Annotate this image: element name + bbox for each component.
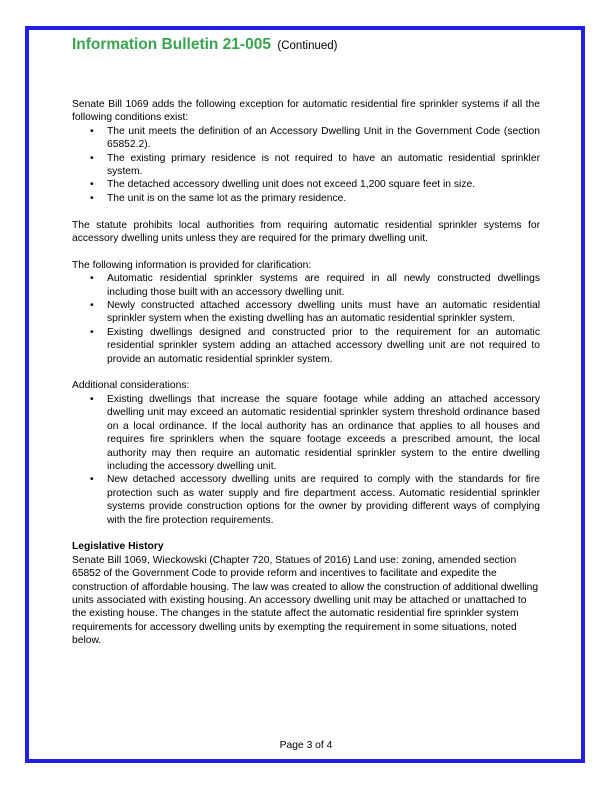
list-item-text: Existing dwellings that increase the square footage while adding an attached accessory dwelling unit may exceed an automatic residential sprinkler system threshold ordinance based on a local ordinance. If the local authority has an ordinance that applies to all houses and requires fire sprinklers when the square footage exceeds a prescribed amount, the local authority may then require an automatic residential sprinkler system to the entire dwelling including the accessory dwelling unit. [107, 393, 540, 472]
statute-paragraph: The statute prohibits local authorities from requiring automatic residential sprinkler systems for accessory dwelling units unless they are required for the primary dwelling unit. [72, 219, 540, 245]
bulletin-title: Information Bulletin 21-005 [72, 36, 271, 53]
bullet-icon: • [90, 152, 94, 164]
list-item-text: Existing dwellings designed and constructed prior to the requirement for an automatic residential sprinkler system adding an attached accessory dwelling unit are not required to provide an automatic residential sprinkler system. [107, 326, 540, 365]
list-item [90, 152, 540, 179]
list-item [90, 125, 540, 152]
clarification-paragraph: The following information is provided for clarification: [72, 259, 312, 271]
bullet-icon: • [90, 393, 94, 405]
list-item-text: The detached accessory dwelling unit does not exceed 1,200 square feet in size. [107, 179, 476, 191]
list-item-text: The unit is on the same lot as the primary residence. [107, 192, 347, 204]
bullet-icon: • [90, 179, 94, 191]
bullet-icon: • [90, 125, 94, 137]
list-item [90, 299, 540, 326]
list-item [90, 393, 540, 473]
list-item-text: New detached accessory dwelling units are required to comply with the standards for fire protection such as water supply and fire department access. Automatic residential sprinkler systems provide construction options for the owner by providing different ways of complying with the fire protection requirements. [107, 474, 540, 526]
list-item-text: Newly constructed attached accessory dwelling units must have an automatic residential sprinkler system when the existing dwelling has an automatic residential sprinkler system. [107, 300, 540, 325]
exception-conditions-list [72, 125, 540, 205]
list-item [90, 473, 540, 527]
document-body [72, 98, 540, 648]
bullet-icon: • [90, 192, 94, 204]
bulletin-header [72, 36, 338, 54]
legislative-history-paragraph: Senate Bill 1069, Wieckowski (Chapter 720, Statues of 2016) Land use: zoning, amended section 65852 of the Government Code to provide reform and incentives to facilitate and expedite the construction of affordable housing. The law was created to allow the construction of additional dwelling units associated with existing housing. An accessory dwelling unit may be attached or unattached to the existing house. The changes in the statute affect the automatic residential fire sprinkler system requirements for accessory dwelling units by exempting the requirement in some situations, noted below. [72, 554, 539, 647]
legislative-history-heading: Legislative History [72, 541, 164, 553]
additional-considerations-paragraph: Additional considerations: [72, 380, 190, 392]
list-item [90, 326, 540, 366]
bullet-icon: • [90, 474, 94, 486]
bulletin-continued-label: (Continued) [277, 40, 338, 52]
intro-paragraph: Senate Bill 1069 adds the following exception for automatic residential fire sprinkler systems if all the following conditions exist: [72, 99, 540, 124]
list-item [90, 272, 540, 299]
page-number: Page 3 of 4 [279, 740, 333, 751]
clarification-list [72, 272, 540, 366]
bullet-icon: • [90, 300, 94, 312]
list-item-text: Automatic residential sprinkler systems are required in all newly constructed dwellings including those built with an accessory dwelling unit. [107, 273, 540, 298]
bullet-icon: • [90, 273, 94, 285]
list-item-text: The unit meets the definition of an Accessory Dwelling Unit in the Government Code (section 65852.2). [107, 125, 540, 151]
list-item-text: The existing primary residence is not required to have an automatic residential sprinkler system. [107, 152, 540, 178]
additional-considerations-list [72, 393, 540, 527]
bullet-icon: • [90, 326, 94, 338]
list-item [90, 192, 540, 205]
list-item [90, 178, 540, 191]
